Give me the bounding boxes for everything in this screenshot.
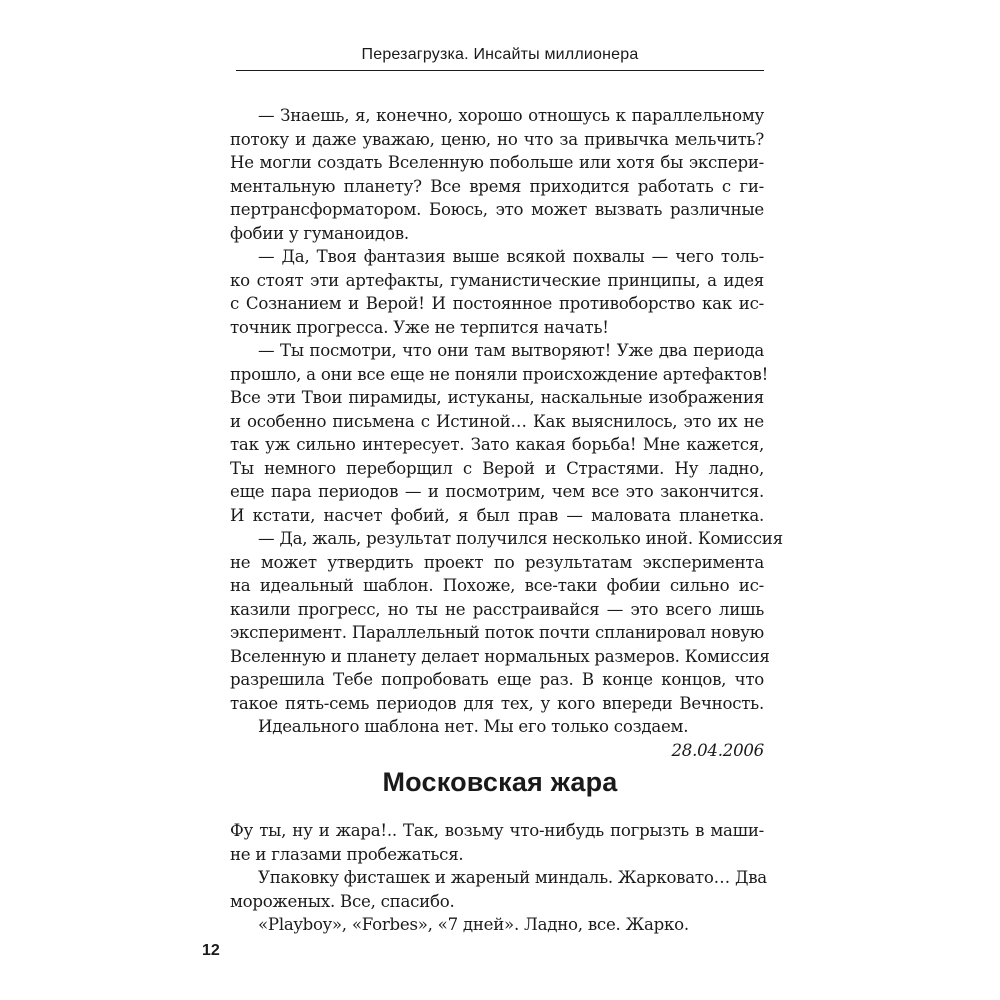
text-line: — Ты посмотри, что они там вытворяют! Уже два периода	[258, 341, 764, 360]
text-line: и особенно письмена с Истиной… Как выяснилось, это их не	[230, 411, 764, 431]
header-rule	[236, 70, 764, 71]
text-line: не и глазами пробежаться.	[230, 844, 464, 864]
paragraph-1	[230, 104, 764, 245]
text-line: Не могли создать Вселенную побольше или хотя бы экспери-	[230, 153, 764, 172]
paragraph-4	[230, 527, 783, 715]
text-line: Фу ты, ну и жара!.. Так, возьму что-нибудь погрызть в маши-	[230, 821, 764, 840]
text-line: разрешила Тебе попробовать еще раз. В конце концов, что	[230, 670, 764, 689]
text-line: точник прогресса. Уже не терпится начать!	[230, 317, 609, 337]
text-line: на идеальный шаблон. Похоже, все-таки фобии сильно ис-	[230, 576, 764, 595]
text-line: — Да, Твоя фантазия выше всякой похвалы — чего толь-	[258, 247, 764, 266]
text-line: еще пара периодов — и посмотрим, чем все это закончится.	[230, 482, 764, 501]
section-paragraph-1	[230, 819, 764, 866]
text-line: так уж сильно интересует. Зато какая борьба! Мне кажется,	[230, 435, 764, 454]
text-line: не может утвердить проект по результатам эксперимента	[230, 552, 764, 572]
text-line: «Playboy», «Forbes», «7 дней». Ладно, все. Жарко.	[258, 915, 689, 934]
entry-date: 28.04.2006	[671, 740, 764, 760]
section-text	[230, 819, 767, 937]
text-line: прошло, а они все еще не поняли происхождение артефактов!	[230, 364, 769, 384]
text-line: ментальную планету? Все время приходится работать с ги-	[230, 176, 764, 196]
text-line: казили прогресс, но ты не расстраивайся — это всего лишь	[230, 599, 764, 619]
section-title: Московская жара	[382, 767, 618, 797]
text-line: такое пять-семь периодов для тех, у кого впереди Вечность.	[230, 693, 764, 713]
text-line: фобии у гуманоидов.	[230, 223, 409, 243]
text-line: потоку и даже уважаю, ценю, но что за привычка мельчить?	[230, 129, 764, 149]
text-line: Ты немного переборщил с Верой и Страстями. Ну ладно,	[230, 458, 764, 478]
text-line: Идеального шаблона нет. Мы его только создаем.	[258, 717, 689, 736]
text-line: Все эти Твои пирамиды, истуканы, наскальные изображения	[230, 388, 764, 407]
dialogue-text	[230, 104, 783, 762]
text-line: эксперимент. Параллельный поток почти спланировал новую	[230, 623, 764, 642]
section-paragraph-3	[230, 913, 764, 937]
page-number: 12	[202, 942, 220, 959]
text-line: пертрансформатором. Боюсь, это может вызвать различные	[230, 200, 764, 219]
text-line: Вселенную и планету делает нормальных размеров. Комиссия	[230, 646, 770, 666]
text-line: с Сознанием и Верой! И постоянное противоборство как ис-	[230, 294, 764, 313]
text-line: мороженых. Все, спасибо.	[230, 891, 455, 911]
paragraph-2	[230, 245, 764, 339]
text-line: ко стоят эти артефакты, гуманистические принципы, а идея	[230, 270, 764, 290]
running-head-title: Перезагрузка. Инсайты миллионера	[361, 46, 639, 63]
paragraph-3	[230, 339, 769, 527]
text-line: И кстати, насчет фобий, я был прав — маловата планетка.	[230, 505, 764, 525]
text-line: — Знаешь, я, конечно, хорошо отношусь к параллельному	[258, 106, 764, 125]
text-line: — Да, жаль, результат получился несколько иной. Комисcия	[258, 529, 783, 548]
section-paragraph-2	[230, 866, 767, 913]
paragraph-5	[230, 715, 764, 739]
text-line: Упаковку фисташек и жареный миндаль. Жарковато… Два	[258, 868, 767, 887]
